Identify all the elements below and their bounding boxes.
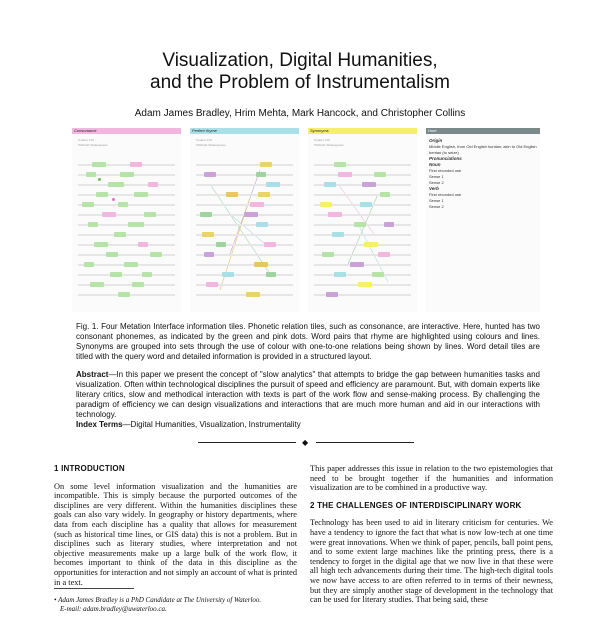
tile-meta-title: Sonnet 129 — [78, 138, 94, 142]
detail-row: Pronunciations — [429, 156, 462, 161]
tile-meta-author: William Shakespeare — [314, 143, 344, 147]
detail-row: First recorded use — [429, 168, 462, 173]
tile-meta-author: William Shakespeare — [78, 143, 108, 147]
tile-meta-title: Sonnet 129 — [314, 138, 330, 142]
index-terms — [76, 420, 540, 430]
detail-row: Verb — [429, 186, 439, 191]
detail-row: Noun — [429, 162, 441, 167]
tile-text-lines — [196, 164, 293, 306]
introduction-heading: 1 INTRODUCTION — [54, 464, 125, 473]
divider-diamond-icon: ◆ — [302, 438, 309, 447]
abstract-label: Abstract — [76, 370, 109, 379]
tile-header: Perfect rhyme — [190, 128, 299, 134]
left-column — [54, 464, 297, 593]
tile-meta-author: William Shakespeare — [196, 143, 226, 147]
detail-row: Sense 2 — [429, 180, 444, 185]
tile-text-lines — [314, 164, 411, 306]
detail-row: Middle English, from Old English huntian; akin to Old English hentan (to seize) — [429, 144, 537, 155]
detail-row: Sense 1 — [429, 174, 444, 179]
detail-row: Origin — [429, 138, 443, 143]
caption-label: Fig. 1. — [76, 322, 99, 331]
detail-row: Sense 1 — [429, 198, 444, 203]
index-terms-text: —Digital Humanities, Visualization, Instrumentality — [122, 420, 301, 429]
introduction-paragraph: On some level information visualization and the humanities are incompatible. This is simply because the purported outcomes of the disciplines are very different. Within the humanities disciplines these goals can also vary widely. In geography or history departments, where data from each discipline has a quality that allows for measurement (such as historical time lines, or GIS data) this is not a problem. But in disciplines such as literary studies, where interpretation and not objective measurements make up a large bulk of the work flow, it becomes important to think of the data in this discipline as the opportunities for interaction and not simply an account of what is printed in a text. — [54, 481, 297, 587]
title-line-2: and the Problem of Instrumentalism — [150, 72, 450, 93]
tile-text-lines — [78, 164, 175, 306]
tile-meta-title: Sonnet 129 — [196, 138, 212, 142]
tile-header: Consonance — [72, 128, 181, 134]
index-terms-label: Index Terms — [76, 420, 123, 429]
author-footnote — [54, 596, 297, 614]
synonyms-tile[interactable] — [308, 128, 417, 312]
caption-text: Four Metation Interface information tiles. Phonetic relation tiles, such as consonance, are interactive. Here, hunted has two consonant phonemes, as indicated by the green and pink dots. Word pairs that rhyme are highlighted using colours and lines. Synonyms are grouped into sets through the use of colour with one-to-one relations being shown by lines. Word detail tiles are titled with the query word and detailed information is provided in a structured layout. — [76, 322, 540, 361]
paper-title — [0, 50, 600, 94]
footnote-line-2: E-mail: adam.bradley@uwaterloo.ca. — [60, 605, 167, 613]
detail-row: First recorded use — [429, 192, 462, 197]
consonance-tile[interactable] — [72, 128, 181, 312]
footnote-line-1: • Adam James Bradley is a PhD Candidate at The University of Waterloo. — [54, 596, 262, 604]
perfect-rhyme-tile[interactable] — [190, 128, 299, 312]
tile-header: Hunt — [426, 128, 540, 134]
title-line-1: Visualization, Digital Humanities, — [162, 50, 438, 71]
tile-header: Synonyms — [308, 128, 417, 134]
section-divider-right — [316, 442, 414, 443]
footnote-rule — [54, 588, 134, 589]
section-divider-left — [198, 442, 296, 443]
figure-1 — [72, 128, 540, 312]
figure-caption — [76, 322, 540, 362]
abstract — [76, 370, 540, 420]
challenges-heading: 2 THE CHALLENGES OF INTERDISCIPLINARY WORK — [310, 500, 522, 510]
detail-row: Sense 2 — [429, 204, 444, 209]
abstract-text: —In this paper we present the concept of "slow analytics" that attempts to bridge the gap between humanities tasks and visualization. Often within technological disciplines the pursuit of speed and efficiency are paramount. But, with domain experts like literary critics, slow and methodical interaction with texts is part of the work flow and sense-making process. By challenging the paradigm of efficiency we can design visualizations and interactions that are much more human and aid in our interactions with technology. — [76, 370, 540, 419]
detail-rows — [426, 138, 540, 210]
word-detail-tile[interactable] — [426, 128, 540, 312]
right-paragraph-1: This paper addresses this issue in relation to the two epistemologies that need to be brought together if the humanities and information visualization are to be combined in a productive way. — [310, 464, 553, 493]
challenges-paragraph: Technology has been used to aid in literary criticism for centuries. We have a tendency to ignore the fact that what is now low-tech at one time were great innovations. When we think of paper, pencils, ball point pens, and to some extent large machines like the printing press, there is a tendency to forget in the digital age that we now live in that these were all high tech advancements during their time. The high-tech digital tools we now have access to are often referred to in terms of their newness, but they are simply another stage of development in the technology that can be used for literary studies. That being said, these — [310, 518, 553, 605]
author-list: Adam James Bradley, Hrim Mehta, Mark Hancock, and Christopher Collins — [134, 108, 466, 119]
right-column — [310, 464, 553, 611]
